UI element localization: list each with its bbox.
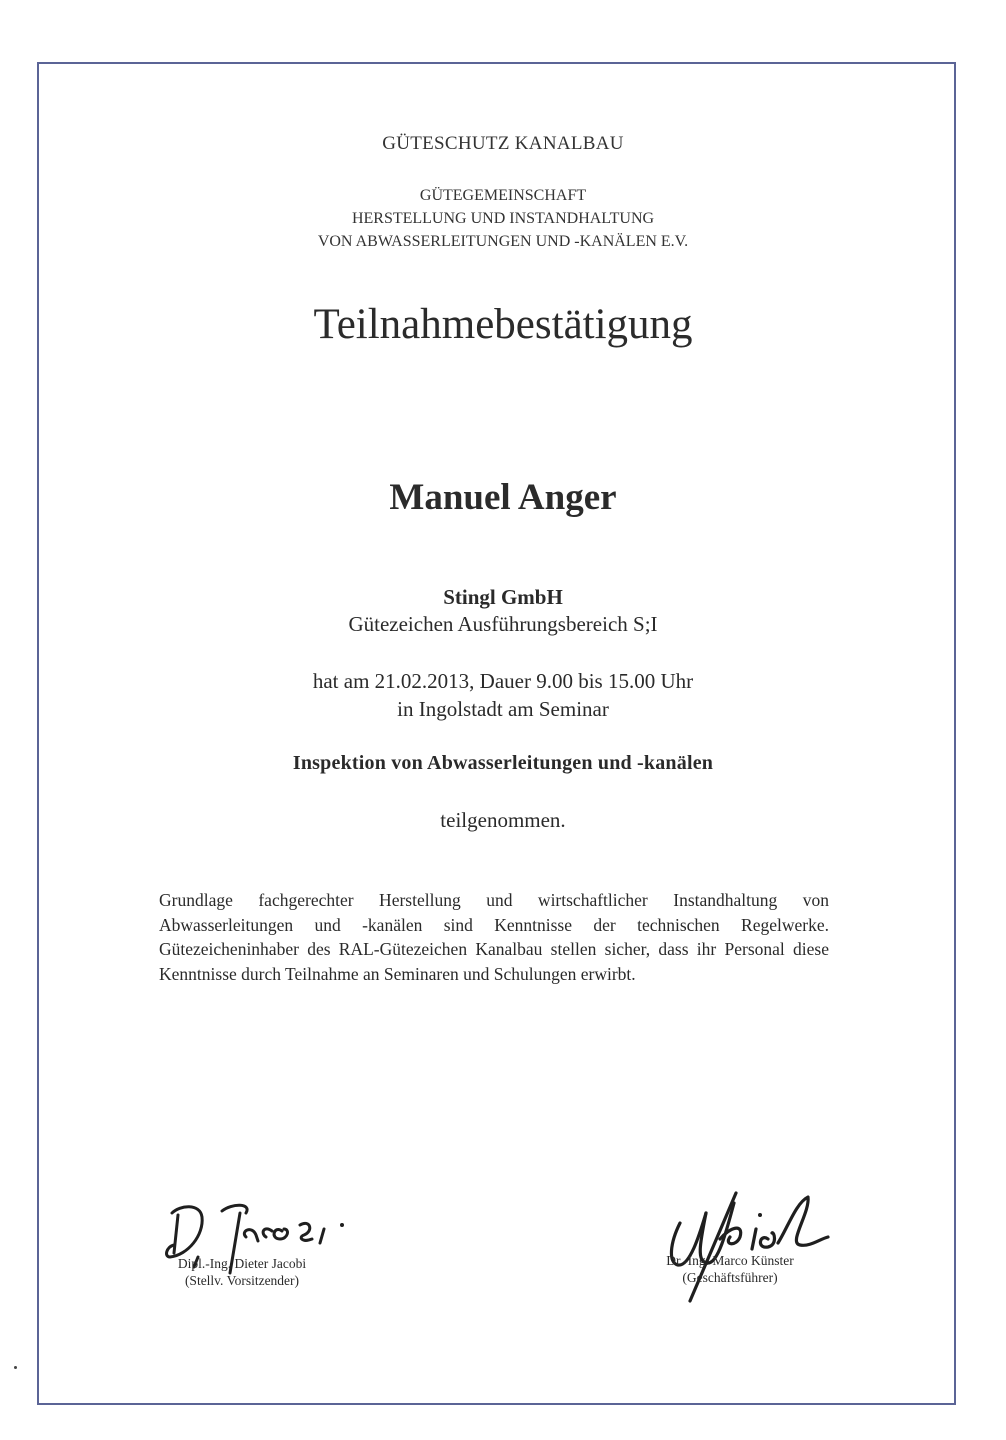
organization-line: GÜTEGEMEINSCHAFT	[419, 187, 587, 204]
signatory-role: (Geschäftsführer)	[682, 1270, 778, 1285]
location-line: in Ingolstadt am Seminar	[397, 697, 609, 721]
organization-line: HERSTELLUNG UND INSTANDHALTUNG	[351, 210, 655, 227]
organization-title: GÜTESCHUTZ KANALBAU	[382, 133, 624, 154]
signatory-name: Dipl.-Ing. Dieter Jacobi	[177, 1256, 307, 1271]
company-name: Stingl GmbH	[443, 585, 563, 609]
scan-speck	[14, 1366, 17, 1369]
organization-line: VON ABWASSERLEITUNGEN UND -KANÄLEN E.V.	[317, 233, 689, 250]
seminar-title: Inspektion von Abwasserleitungen und -kanälen	[292, 752, 714, 774]
signature-block-right	[640, 1252, 820, 1286]
body-paragraph: Grundlage fachgerechter Herstellung und wirtschaftlicher Instandhaltung von Abwasserleitungen und -kanälen sind Kenntnisse der technischen Regelwerke. Gütezeicheninhaber des RAL-Gütezeichen Kanalbau stellen sicher, dass ihr Personal diese Kenntnisse durch Teilnahme an Seminaren und Schulungen erwirbt.	[159, 890, 829, 984]
signature-block-left	[152, 1255, 332, 1289]
participant-name: Manuel Anger	[389, 477, 617, 518]
date-location	[0, 667, 1006, 723]
date-line: hat am 21.02.2013, Dauer 9.00 bis 15.00 Uhr	[312, 669, 694, 693]
document-title: Teilnahmebestätigung	[313, 301, 693, 348]
signatory-role: (Stellv. Vorsitzender)	[184, 1273, 300, 1288]
organization-subtitle	[0, 184, 1006, 253]
signatory-name: Dr.-Ing. Marco Künster	[666, 1253, 794, 1268]
quality-mark-scope: Gütezeichen Ausführungsbereich S;I	[348, 612, 658, 636]
participated-text: teilgenommen.	[440, 808, 566, 832]
